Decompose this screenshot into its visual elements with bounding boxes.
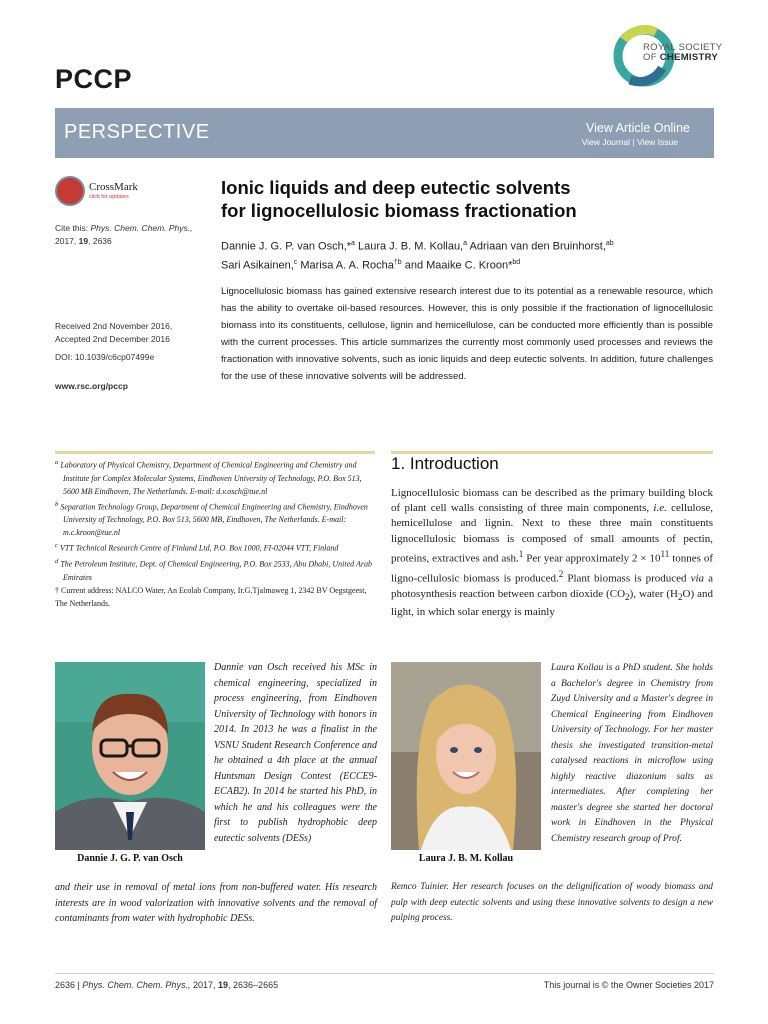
citation — [55, 222, 193, 248]
exponent: 11 — [660, 548, 670, 559]
journal-title: PCCP — [55, 64, 133, 94]
intro-paragraph — [391, 486, 713, 620]
title-line-2: for lignocellulosic biomass fractionation — [221, 200, 577, 221]
author-rocha[interactable]: Marisa A. A. Rocha — [297, 259, 394, 272]
intro-text: i.e. — [653, 502, 667, 515]
publisher-line-3: CHEMISTRY — [659, 52, 719, 63]
affiliation-text: The Petroleum Institute, Dept. of Chemical Engineering, P.O. Box 2533, Abu Dhabi, United Arab Emirates — [60, 559, 372, 582]
author-list — [221, 236, 721, 273]
intro-text: O) and light, in which solar energy is mainly — [391, 587, 713, 618]
crossmark-sublabel: click for updates — [89, 194, 129, 200]
intro-text: cellulose, hemicellulose and lignin. Next to these three main constituents lignocellulosic biomass is composed of small amounts of pectin, proteins, extractives and ash. — [391, 502, 713, 565]
intro-text: Plant biomass is produced — [563, 572, 691, 585]
copyright: This journal is © the Owner Societies 2017 — [543, 980, 714, 990]
cite-page: , 2636 — [88, 236, 112, 246]
intro-text: Per year approximately 2 × 10 — [523, 552, 661, 565]
page-number: 2636 — [55, 980, 76, 990]
view-issue-link[interactable]: View Issue — [637, 137, 678, 147]
reference-link[interactable]: 2 — [558, 568, 564, 579]
author-asikainen[interactable]: Sari Asikainen, — [221, 259, 294, 272]
photo-caption: Dannie J. G. P. van Osch — [77, 853, 183, 864]
bio-kollau-continued: Remco Tuinier. Her research focuses on the delignification of woody biomass and pulp with deep eutectic solvents and using these innovative solvents to design a new pulping process. — [391, 882, 713, 923]
author-van-osch[interactable]: Dannie J. G. P. van Osch,* — [221, 240, 352, 253]
publisher-line-1: ROYAL SOCIETY — [643, 42, 723, 53]
intro-text: tonnes of ligno-cellulosic biomass is produced. — [391, 552, 713, 585]
reference-link[interactable]: 1 — [518, 548, 524, 559]
section-banner — [55, 108, 714, 158]
crossmark-label: CrossMark — [89, 181, 138, 193]
current-address-note: † Current address: NALCO Water, An Ecolab Company, Ir.G.Tjalmaweg 1, 2342 BV Oegstgeest, The Netherlands. — [55, 585, 367, 608]
photo-caption: Laura J. B. M. Kollau — [418, 853, 514, 864]
footer-volume: 19 — [218, 980, 229, 990]
author-sup: c — [293, 258, 298, 266]
cite-volume: 19 — [78, 236, 89, 246]
footer-year: 2017, — [192, 980, 216, 990]
page-footer-citation — [55, 980, 278, 990]
intro-text: via — [690, 572, 705, 585]
bio-kollau: Laura Kollau is a PhD student. She holds a Bachelor's degree in Chemistry from Zuyd University and a Master's degree in Chemical Engineering from Eindhoven University of Technology. For her master thesis she investigated transition-metal catalysed reactions in microflow using highly reactive diazonium salts as intermediates. After completing her master's degree she started her doctoral work in Eindhoven in the Physical Chemistry research group of Prof. — [551, 662, 713, 844]
section-heading: 1. Introduction — [391, 454, 499, 473]
subscript: 2 — [625, 591, 630, 602]
author-sup: ab — [605, 240, 614, 247]
author-sup: a — [463, 240, 468, 247]
author-kollau[interactable]: Laura J. B. M. Kollau, — [354, 240, 464, 253]
view-links — [582, 137, 678, 147]
publisher-name — [643, 43, 722, 63]
author-photo-kollau — [391, 662, 541, 850]
received-date: Received 2nd November 2016, — [55, 321, 173, 331]
footer-journal: Phys. Chem. Chem. Phys., — [82, 980, 191, 990]
affiliation-c — [55, 539, 377, 555]
footer-separator: | — [77, 980, 80, 990]
journal-url[interactable]: www.rsc.org/pccp — [55, 381, 128, 391]
divider — [55, 451, 375, 454]
author-sup: bd — [512, 258, 521, 266]
bio-van-osch-continued: and their use in removal of metal ions from non-buffered water. His research interests are in wood valorization with innovative solvents and the removal of contaminants from water with hydrophobic DESs. — [55, 882, 377, 924]
publisher-line-2: OF — [643, 52, 657, 63]
intro-text: Lignocellulosic biomass can be described as the primary building block of plant cell walls consisting of three main components, — [391, 487, 713, 515]
affiliations — [55, 456, 377, 610]
bio-van-osch: Dannie van Osch received his MSc in chemical engineering, specialized in process engineering, from Eindhoven University of Technology with honors in 2014. In 2013 he was a finalist in the VSNU Student Research Conference and he obtained a 4th place at the annual Huntsman Design Contest (ECCE9-ECAB2). In 2014 he started his PhD, in which he and his colleagues were the first to publish hydrophobic deep eutectic solvents (DESs) — [214, 662, 377, 844]
author-photo-van-osch — [55, 662, 205, 850]
affiliation-text: VTT Technical Research Centre of Finland Ltd, P.O. Box 1000, FI-02044 VTT, Finland — [59, 543, 339, 553]
affiliation-d — [55, 555, 377, 584]
view-article-online-link[interactable]: View Article Online — [586, 121, 690, 135]
author-kroon[interactable]: and Maaike C. Kroon* — [401, 259, 513, 272]
subscript: 2 — [677, 591, 683, 602]
affiliation-a — [55, 456, 377, 498]
affiliation-mark: c — [55, 542, 58, 550]
cite-label: Cite this: — [55, 223, 89, 233]
cite-year: 2017, — [55, 236, 77, 246]
crossmark-badge[interactable] — [55, 176, 139, 212]
received-dates — [55, 320, 172, 346]
view-journal-link[interactable]: View Journal — [581, 137, 631, 147]
intro-text: a photosynthesis reaction between carbon dioxide (CO — [391, 572, 714, 600]
accepted-date: Accepted 2nd December 2016 — [55, 334, 170, 344]
title-line-1: Ionic liquids and deep eutectic solvents — [221, 177, 571, 198]
divider — [55, 973, 714, 974]
section-label: PERSPECTIVE — [64, 121, 210, 143]
crossmark-icon — [55, 176, 85, 206]
article-title — [221, 176, 701, 222]
abstract: Lignocellulosic biomass has gained extensive research interest due to its potential as a renewable resource, which has the ability to overtake oil-based resources. However, this is only possible if the fractionation of lignocellulosic biomass into its constituents, cellulose, lignin and hemicellulose, can be conducted more efficiently than is possible with the current processes. This article summarizes the currently most commonly used processes and reviews the fractionation with innovative solvents, such as ionic liquids and deep eutectic solvents. In addition, future challenges for the use of these innovative solvents will be addressed. — [221, 286, 713, 382]
affiliation-mark: b — [55, 500, 59, 508]
affiliation-mark: a — [55, 459, 59, 466]
affiliation-b — [55, 498, 377, 540]
author-sup: †b — [393, 258, 402, 266]
affiliation-text: Separation Technology Group, Department of Chemical Engineering and Chemistry, Eindhoven University of Technology, P.O. Box 513, 5600 MB, Eindhoven, The Netherlands. E-mail: m.c.kroon@tue.nl — [60, 502, 368, 538]
intro-text: ), water (H — [629, 587, 678, 600]
doi[interactable]: DOI: 10.1039/c6cp07499e — [55, 352, 155, 362]
cite-journal: Phys. Chem. Chem. Phys., — [90, 223, 193, 233]
affiliation-mark: d — [55, 557, 59, 565]
view-links-separator: | — [632, 137, 635, 147]
author-van-den-bruinhorst[interactable]: Adriaan van den Bruinhorst, — [467, 240, 606, 253]
affiliation-text: Laboratory of Physical Chemistry, Department of Chemical Engineering and Chemistry and Institute for Complex Molecular Systems, Eindhoven University of Technology, P.O. Box 513, 5600 MB Eindhoven, The Netherlands. E-mail: d.v.osch@tue.nl — [60, 460, 362, 496]
footer-pages: , 2636–2665 — [228, 980, 279, 990]
author-sup: a — [351, 240, 355, 247]
